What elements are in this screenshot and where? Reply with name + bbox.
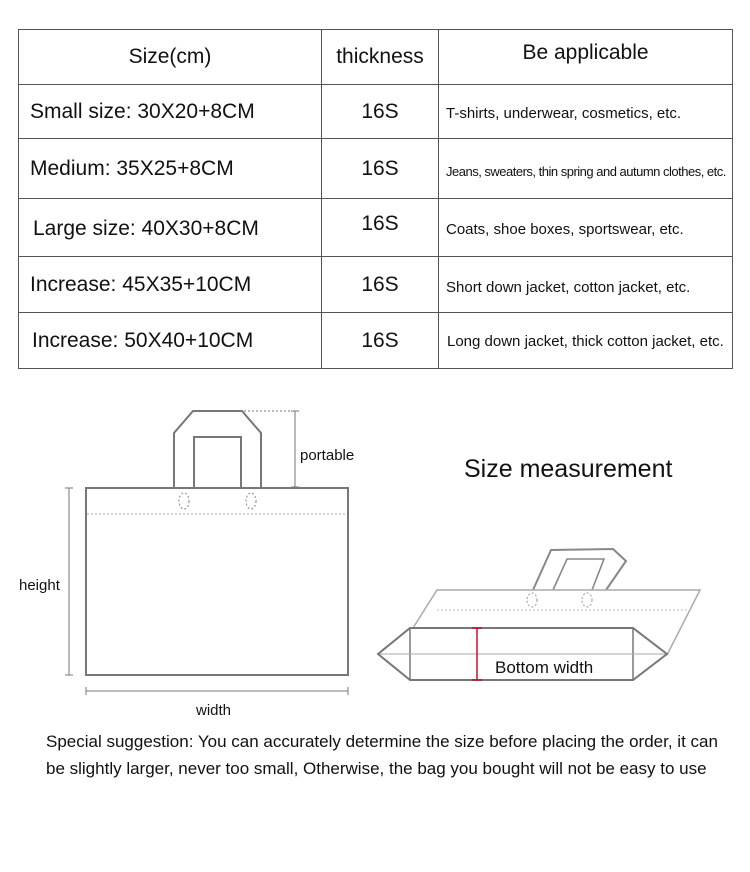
bottom-width-label: Bottom width — [495, 658, 594, 677]
table-border-right — [732, 29, 733, 369]
row-1-use: T-shirts, underwear, cosmetics, etc. — [446, 105, 682, 122]
front-bag-handle — [174, 411, 261, 487]
row-5-use: Long down jacket, thick cotton jacket, etc. — [447, 333, 724, 350]
row-4-thickness: 16S — [361, 272, 399, 296]
row-5-thickness: 16S — [361, 328, 399, 352]
header-size: Size(cm) — [128, 45, 212, 68]
header-thickness: thickness — [336, 45, 424, 68]
special-suggestion-note: Special suggestion: You can accurately determine the size before placing the order, it can be slightly larger, never too small, Otherwise, the bag you bought will not be easy to use — [46, 732, 718, 778]
bag-diagram — [0, 380, 750, 720]
row-1-size: Small size: 30X20+8CM — [30, 99, 255, 123]
row-3-size: Large size: 40X30+8CM — [33, 217, 259, 240]
row-2-use: Jeans, sweaters, thin spring and autumn clothes, etc. — [446, 164, 726, 179]
width-dimension — [86, 687, 348, 695]
front-bag-body — [86, 488, 348, 675]
perspective-bag-hole-left — [527, 593, 537, 607]
perspective-bag-hole-right — [582, 593, 592, 607]
size-measurement-title: Size measurement — [464, 455, 673, 483]
portable-label: portable — [300, 447, 355, 464]
perspective-bag-handle-inner — [553, 559, 604, 590]
row-1-thickness: 16S — [361, 99, 399, 123]
row-5-size: Increase: 50X40+10CM — [32, 328, 254, 352]
row-3-thickness: 16S — [361, 211, 399, 235]
row-2-size: Medium: 35X25+8CM — [30, 156, 234, 180]
size-table — [18, 29, 733, 369]
height-dimension — [65, 488, 73, 675]
header-applicable: Be applicable — [522, 41, 649, 64]
perspective-bag-handle — [533, 549, 626, 590]
row-4-size: Increase: 45X35+10CM — [30, 272, 252, 296]
height-label: height — [19, 577, 60, 594]
row-3-use: Coats, shoe boxes, sportswear, etc. — [446, 221, 684, 238]
width-label: width — [196, 702, 232, 719]
front-bag-handle-inner — [194, 437, 241, 487]
row-4-use: Short down jacket, cotton jacket, etc. — [446, 279, 691, 296]
row-2-thickness: 16S — [361, 156, 399, 180]
